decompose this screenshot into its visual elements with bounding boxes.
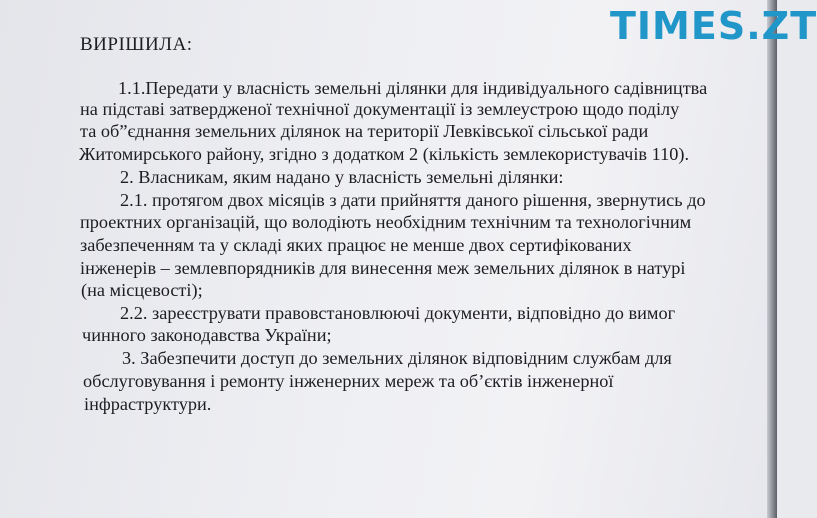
text-line: 2.2. зареєструвати правовстановлюючі документи, відповідно до вимог [120, 303, 676, 323]
text-line: та об”єднання земельних ділянок на території Левківської сільської ради [80, 121, 649, 141]
decision-heading: ВИРІШИЛА: [80, 34, 193, 55]
text-line: інфраструктури. [84, 394, 212, 414]
text-line: 2. Власникам, яким надано у власність земельні ділянки: [120, 167, 564, 187]
text-line: 1.1.Передати у власність земельні ділянки для індивідуального садівництва [118, 78, 708, 98]
text-line: (на місцевості); [81, 280, 203, 300]
text-line: на підставі затвердженої технічної документації із землеустрою щодо поділу [80, 99, 680, 119]
text-line: 3. Забезпечити доступ до земельних ділянок відповідним службам для [122, 348, 672, 368]
text-line: проектних організацій, що володіють необхідним технічним та технологічним [80, 212, 692, 232]
text-line: Житомирського району, згідно з додатком 2 (кількість землекористувачів 110). [79, 144, 690, 164]
page-edge-shadow [767, 0, 777, 518]
times-zt-logo: TIMES.ZT [610, 4, 817, 48]
text-line: інженерів – землевпорядників для винесення меж земельних ділянок в натурі [80, 258, 686, 278]
text-line: обслуговування і ремонту інженерних мереж та об’єктів інженерної [83, 371, 614, 391]
text-line: забезпеченням та у складі яких працює не менше двох сертифікованих [80, 235, 632, 255]
text-line: чинного законодавства України; [82, 325, 332, 345]
text-line: 2.1. протягом двох місяців з дати прийняття даного рішення, звернутись до [120, 190, 706, 210]
